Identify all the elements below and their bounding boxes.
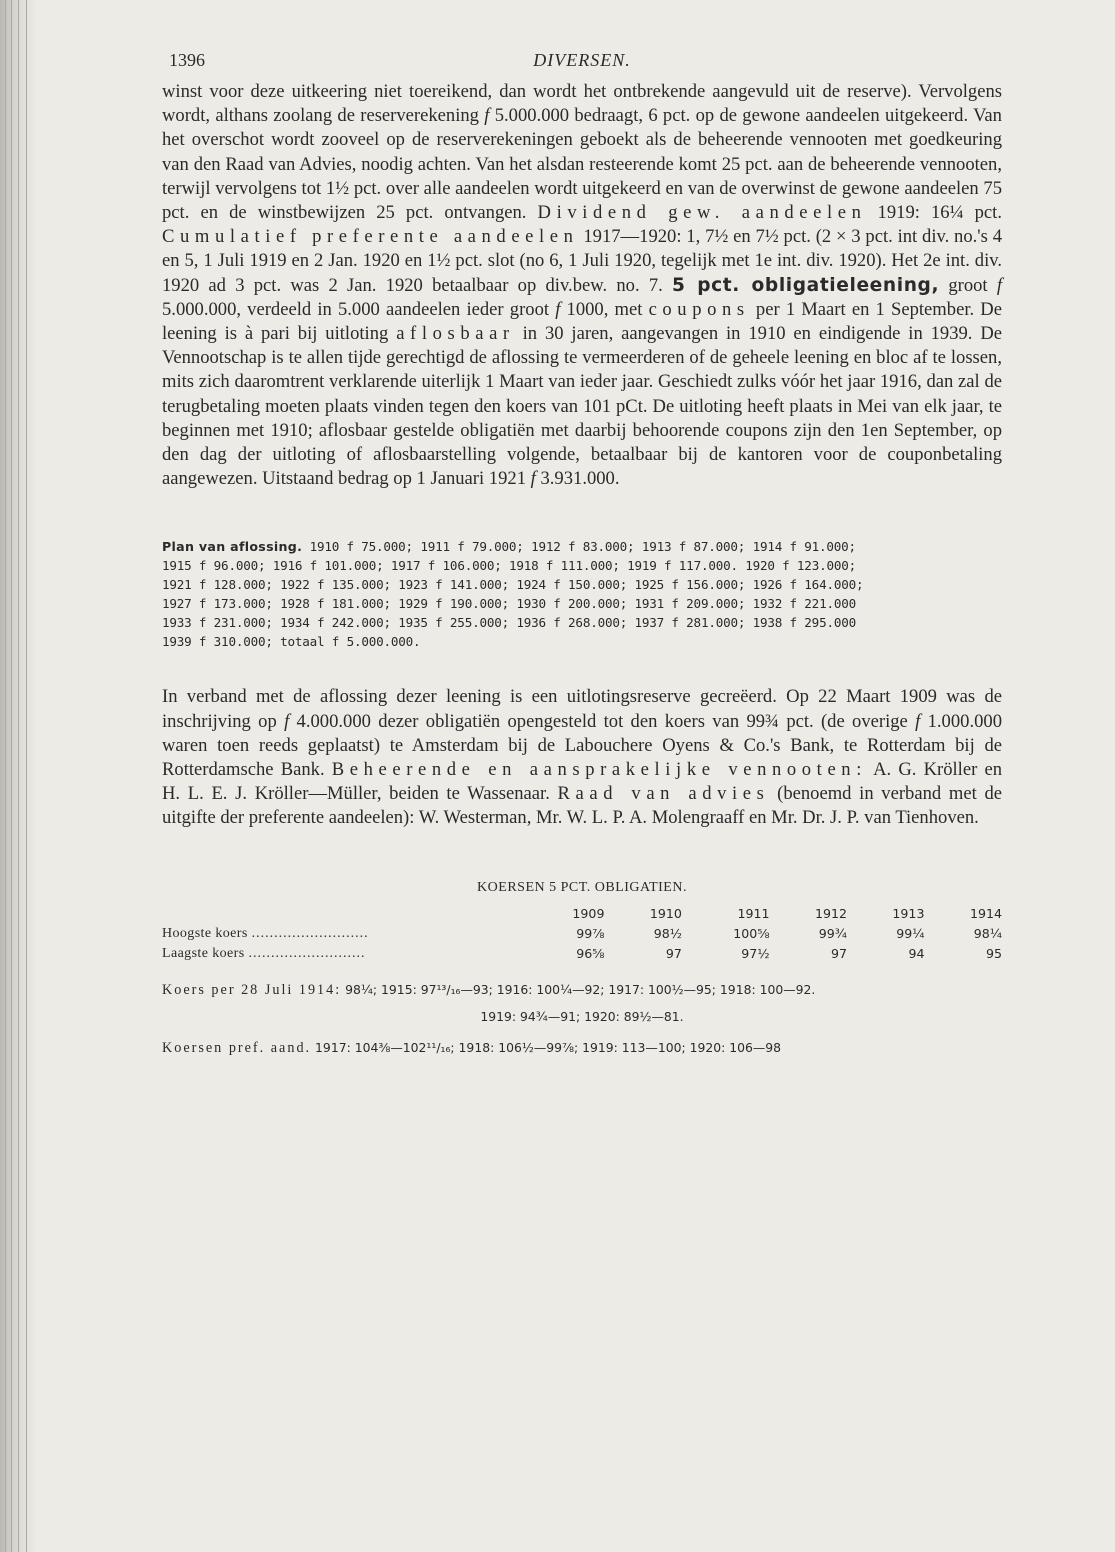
table-cell: 95 <box>985 946 1002 962</box>
plan-van-aflossing <box>162 537 1002 651</box>
koers-continuation-line: 1919: 94¾—91; 1920: 89½—81. <box>480 1008 684 1024</box>
table-cell: 98½ <box>653 926 682 942</box>
body-paragraph-2: In verband met de aflossing dezer leening is een uitlotingsreserve gecreëerd. Op 22 Maart 1909 was de inschrijving op f 4.000.000 dezer obligatiën opengesteld tot den koers van 99¾ pct. (de overige f 1.000.000 waren toen reeds geplaatst) te Amsterdam bij de Labouchere Oyens & Co.'s Bank, te Rotterdam bij de Rotterdamsche Bank. Beheerende en aansprakelijke vennooten: A. G. Kröller en H. L. E. J. Kröller—Müller, beiden te Wassenaar. Raad van advies (benoemd in verband met de uitgifte der preferente aandeelen): W. Westerman, Mr. W. L. P. A. Molengraaff en Mr. Dr. J. P. van Tienhoven. <box>162 686 1003 829</box>
running-title: DIVERSEN. <box>533 50 631 70</box>
koersen-pref-aand-line: Koersen pref. aand. 1917: 104⅜—102¹¹/₁₆; 1918: 106½—99⅞; 1919: 113—100; 1920: 106—98 <box>162 1039 782 1056</box>
plan-row: 1939 f 310.000; totaal f 5.000.000. <box>162 634 421 650</box>
page-number: 1396 <box>169 50 205 70</box>
table-cell: 99¾ <box>818 926 847 942</box>
page-header <box>162 48 1002 80</box>
spaced-heading-raad-van-advies: Raad van advies <box>557 783 770 805</box>
plan-row: 1921 f 128.000; 1922 f 135.000; 1923 f 141.000; 1924 f 150.000; 1925 f 156.000; 1926 f 164.000; <box>162 577 864 593</box>
table-row <box>162 944 1002 964</box>
row-label: Laagste koers .......................... <box>162 945 366 961</box>
page-content <box>162 48 1002 1057</box>
body-paragraph-1: winst voor deze uitkeering niet toereikend, dan wordt het ontbrekende aangevuld uit de reserve). Vervolgens wordt, althans zoolang de reserverekening f 5.000.000 bedraagt, 6 pct. op de gewone aandeelen uitgekeerd. Van het overschot wordt zooveel op de reserverekeningen geboekt als de beheerende vennooten met goedkeuring van den Raad van Advies, noodig achten. Van het alsdan resteerende komt 25 pct. aan de beheerende vennooten, terwijl vervolgens tot 1½ pct. over alle aandeelen wordt uitgekeerd en van de overwinst de gewone aandeelen 75 pct. en de winstbewijzen 25 pct. ontvangen. Dividend gew. aandeelen 1919: 16¼ pct. Cumulatief preferente aandeelen 1917—1920: 1, 7½ en 7½ pct. (2 × 3 pct. int div. no.'s 4 en 5, 1 Juli 1919 en 2 Jan. 1920 en 1½ pct. slot (no 6, 1 Juli 1920, tegelijk met 1e int. div. 1920). Het 2e int. div. 1920 ad 3 pct. was 2 Jan. 1920 betaalbaar op div.bew. no. 7. 5 pct. obligatieleening, groot f 5.000.000, verdeeld in 5.000 aandeelen ieder groot f 1000, met coupons per 1 Maart en 1 September. De leening is à pari bij uitloting aflosbaar in 30 jaren, aangevangen in 1910 en eindigende in 1939. De Vennootschap is te allen tijde gerechtigd de aflossing te vermeerderen of de geheele leening en bloc af te lossen, mits zich daaromtrent verklarende uiterlijk 1 Maart van ieder jaar. Geschiedt zulks vóór het jaar 1916, dan zal de terugbetaling moeten plaats vinden tegen den koers van 101 pCt. De uitloting heeft plaats in Mei van elk jaar, te beginnen met 1910; aflosbaar gestelde obligatiën met daarbij behoorende coupons zijn den 1en September, op den dag der uitloting of aflosbaarstelling volgende, betaalbaar bij de kantoren voor de couponbetaling aangewezen. Uitstaand bedrag op 1 Januari 1921 f 3.931.000. <box>162 81 1002 490</box>
table-row <box>162 924 1002 944</box>
koersen-table <box>162 904 1002 964</box>
spine-edge-line <box>11 0 12 1552</box>
table-cell: 99⅞ <box>576 926 605 942</box>
year-header: 1911 <box>737 906 770 922</box>
row-label: Hoogste koers .......................... <box>162 925 369 941</box>
plan-row: 1927 f 173.000; 1928 f 181.000; 1929 f 190.000; 1930 f 200.000; 1931 f 209.000; 1932 f 221.000 <box>162 596 856 612</box>
plan-label: Plan van aflossing. <box>162 539 303 555</box>
spaced-word-aflosbaar: aflosbaar <box>396 323 515 345</box>
table-cell: 97 <box>665 946 682 962</box>
bold-heading-obligatieleening: 5 pct. obligatieleening, <box>672 274 940 296</box>
spaced-heading-vennooten: Beheerende en aansprakelijke vennooten: <box>331 759 867 781</box>
year-header: 1914 <box>969 906 1002 922</box>
year-header: 1910 <box>649 906 682 922</box>
spaced-word-coupons: coupons <box>648 298 750 320</box>
spine-edge-line <box>5 0 6 1552</box>
table-cell: 97½ <box>741 946 770 962</box>
table-cell: 100⅝ <box>733 926 770 942</box>
plan-row: 1933 f 231.000; 1934 f 242.000; 1935 f 255.000; 1936 f 268.000; 1937 f 281.000; 1938 f 295.000 <box>162 615 856 631</box>
spine-edge-line <box>18 0 19 1552</box>
plan-row: 1915 f 96.000; 1916 f 101.000; 1917 f 106.000; 1918 f 111.000; 1919 f 117.000. 1920 f 123.000; <box>162 558 856 574</box>
table-cell: 94 <box>908 946 925 962</box>
plan-row: Plan van aflossing. 1910 f 75.000; 1911 f 79.000; 1912 f 83.000; 1913 f 87.000; 1914 f 91.000; <box>162 539 856 555</box>
book-spine-shadow <box>0 0 34 1552</box>
koersen-header-row <box>162 904 1002 924</box>
spaced-heading-dividend: Dividend gew. aandeelen <box>537 202 867 224</box>
table-cell: 99¼ <box>896 926 925 942</box>
koers-per-28-juli-line: Koers per 28 Juli 1914: 98¼; 1915: 97¹³/₁₆—93; 1916: 100¼—92; 1917: 100½—95; 1918: 100—92. <box>162 981 816 998</box>
koersen-table-title: KOERSEN 5 PCT. OBLIGATIEN. <box>477 879 687 895</box>
table-cell: 97 <box>830 946 847 962</box>
spaced-heading-cumulatief: Cumulatief preferente aandeelen <box>162 226 579 248</box>
year-header: 1913 <box>892 906 925 922</box>
table-cell: 96⅝ <box>576 946 605 962</box>
table-cell: 98¼ <box>973 926 1002 942</box>
year-header: 1912 <box>814 906 847 922</box>
year-header: 1909 <box>572 906 605 922</box>
spine-edge-line <box>26 0 27 1552</box>
